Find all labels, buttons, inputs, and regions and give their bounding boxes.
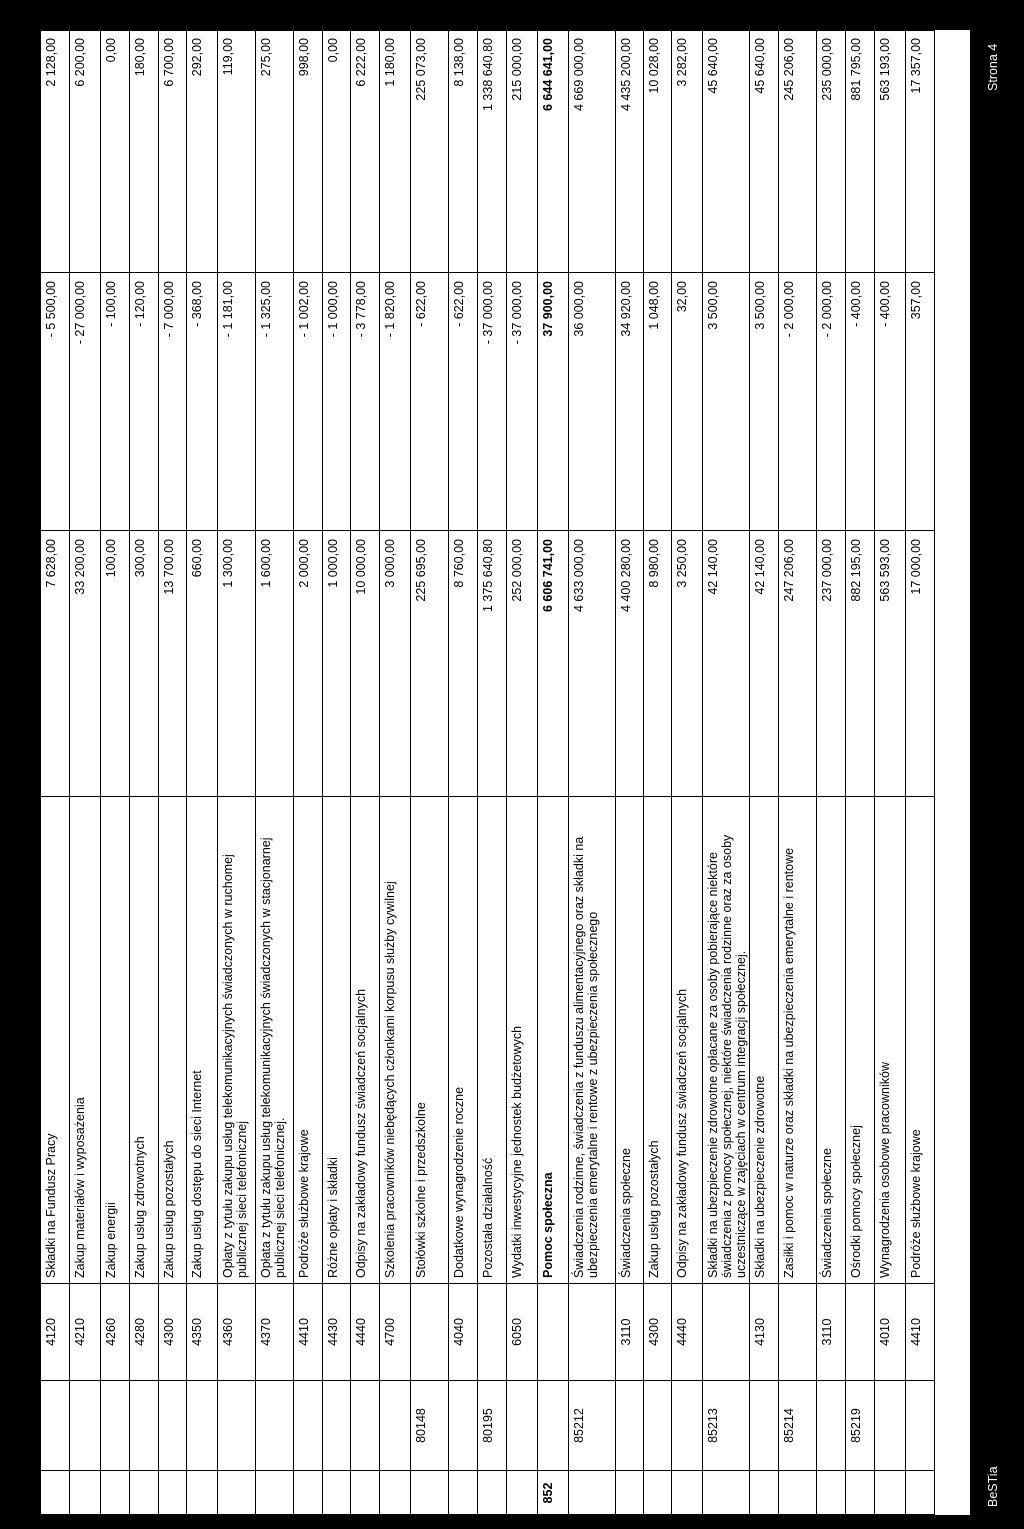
table-row (477, 30, 506, 1515)
cell-after: 6 700,00 (162, 38, 176, 87)
cell-dzial (817, 1471, 845, 1515)
cell-plan: 8 980,00 (647, 539, 661, 588)
cell-after: 563 193,00 (878, 38, 892, 101)
cell-after: 1 180,00 (383, 38, 397, 87)
table-row (158, 30, 186, 1515)
cell-par: 3110 (619, 1318, 633, 1346)
cell-par: 4350 (190, 1318, 204, 1346)
cell-after: 4 669 000,00 (572, 38, 586, 111)
cell-change: - 37 000,00 (481, 281, 495, 345)
cell-plan: 225 695,00 (414, 539, 428, 602)
cell-name: Dodatkowe wynagrodzenie roczne (452, 1086, 466, 1278)
table-row (671, 30, 702, 1515)
cell-plan: 3 250,00 (675, 539, 689, 588)
column-divider (40, 1283, 934, 1284)
cell-rozdzial (750, 1381, 778, 1471)
cell-dzial (351, 1471, 379, 1515)
cell-dzial (101, 1471, 129, 1515)
cell-name: Zakup usług dostępu do sieci Internet (190, 1070, 204, 1278)
cell-par: 4040 (452, 1318, 466, 1346)
cell-change: - 1 181,00 (221, 281, 235, 338)
cell-change: - 3 778,00 (354, 281, 368, 338)
cell-name: Świadczenia rodzinne, świadczenia z funduszu alimentacyjnego oraz składki na ubezpieczenia emerytalne i rentowe z ubezpieczenia społecznego (572, 836, 600, 1278)
table-row (506, 30, 537, 1515)
cell-rozdzial (507, 1381, 537, 1471)
cell-plan: 1 600,00 (259, 539, 273, 588)
column-divider (40, 1514, 934, 1515)
table-row (615, 30, 643, 1515)
cell-plan: 4 400 280,00 (619, 539, 633, 612)
cell-name: Zasiłki i pomoc w naturze oraz składki na ubezpieczenia emerytalne i rentowe (782, 847, 796, 1278)
cell-name: Zakup materiałów i wyposażenia (73, 1097, 87, 1278)
cell-after: 275,00 (259, 38, 273, 77)
cell-after: 292,00 (190, 38, 204, 77)
cell-plan: 1 300,00 (221, 539, 235, 588)
cell-par: 4430 (326, 1318, 340, 1346)
table-row (379, 30, 410, 1515)
table-bottom-rule (934, 30, 935, 1515)
cell-name: Składki na Fundusz Pracy (44, 1133, 58, 1278)
cell-par: 4280 (133, 1318, 147, 1346)
cell-change: - 1 002,00 (297, 281, 311, 338)
cell-change: - 400,00 (878, 281, 892, 327)
cell-plan: 8 760,00 (452, 539, 466, 588)
cell-plan: 100,00 (104, 539, 118, 578)
cell-dzial (187, 1471, 217, 1515)
table-row (816, 30, 845, 1515)
cell-name: Stołówki szkolne i przedszkolne (414, 1102, 428, 1278)
cell-dzial (380, 1471, 410, 1515)
cell-dzial (294, 1471, 322, 1515)
cell-change: - 1 820,00 (383, 281, 397, 338)
cell-rozdzial: 85212 (572, 1408, 586, 1443)
cell-plan: 13 700,00 (162, 539, 176, 595)
cell-change: 357,00 (909, 281, 923, 320)
cell-rozdzial (906, 1381, 934, 1471)
cell-par: 4210 (73, 1318, 87, 1346)
cell-change: - 622,00 (452, 281, 466, 327)
cell-change: 37 900,00 (541, 281, 555, 337)
cell-plan: 300,00 (133, 539, 147, 578)
cell-dzial: 852 (541, 1482, 555, 1504)
cell-plan: 252 000,00 (510, 539, 524, 602)
cell-rozdzial (294, 1381, 322, 1471)
cell-rozdzial (256, 1381, 293, 1471)
column-divider (40, 272, 934, 273)
cell-par: 4410 (297, 1318, 311, 1346)
column-divider (40, 530, 934, 531)
table-row (448, 30, 477, 1515)
table-row (350, 30, 379, 1515)
cell-name: Pomoc społeczna (541, 1172, 555, 1278)
cell-rozdzial: 80148 (414, 1408, 428, 1443)
cell-name: Różne opłaty i składki (326, 1157, 340, 1278)
cell-par: 4440 (675, 1318, 689, 1346)
cell-plan: 17 000,00 (909, 539, 923, 595)
cell-rozdzial: 85213 (706, 1408, 720, 1443)
cell-par: 4370 (259, 1318, 273, 1346)
cell-dzial (159, 1471, 186, 1515)
cell-rozdzial (101, 1381, 129, 1471)
cell-change: - 368,00 (190, 281, 204, 327)
cell-change: 3 500,00 (753, 281, 767, 330)
cell-plan: 882 195,00 (849, 539, 863, 602)
cell-rozdzial: 80195 (481, 1408, 495, 1443)
table-row (322, 30, 350, 1515)
cell-after: 235 000,00 (820, 38, 834, 101)
cell-plan: 3 000,00 (383, 539, 397, 588)
cell-par (478, 1284, 506, 1381)
cell-par (569, 1284, 615, 1381)
cell-plan: 33 200,00 (73, 539, 87, 595)
cell-par: 4300 (162, 1318, 176, 1346)
cell-name: Ośrodki pomocy społecznej (849, 1125, 863, 1278)
cell-rozdzial (644, 1381, 671, 1471)
cell-name: Składki na ubezpieczenie zdrowotne opłacane za osoby pobierające niektóre świadczenia z pomocy społecznej, niektóre świadczenia rodzinne oraz za osoby uczestniczące w zajęciach w centrum integracji społecznej. (706, 834, 748, 1278)
cell-name: Świadczenia społeczne (820, 1148, 834, 1278)
cell-dzial (779, 1471, 816, 1515)
column-divider (40, 796, 934, 797)
cell-plan: 42 140,00 (753, 539, 767, 595)
cell-change: - 7 000,00 (162, 281, 176, 338)
cell-rozdzial (323, 1381, 350, 1471)
table-row (293, 30, 322, 1515)
cell-par: 4120 (44, 1318, 58, 1346)
cell-rozdzial (672, 1381, 702, 1471)
cell-rozdzial (538, 1381, 568, 1471)
cell-change: 32,00 (675, 281, 689, 313)
cell-rozdzial (159, 1381, 186, 1471)
cell-par: 4260 (104, 1318, 118, 1346)
cell-change: - 2 000,00 (782, 281, 796, 338)
cell-name: Opłaty z tytułu zakupu usług telekomunikacyjnych świadczonych w ruchomej publicznej sieci telefonicznej (221, 854, 249, 1278)
cell-dzial (672, 1471, 702, 1515)
cell-rozdzial (449, 1381, 477, 1471)
table-row (217, 30, 255, 1515)
cell-name: Zakup usług pozostałych (647, 1140, 661, 1278)
cell-plan: 660,00 (190, 539, 204, 578)
cell-after: 215 000,00 (510, 38, 524, 101)
column-divider (40, 1470, 934, 1471)
cell-after: 6 222,00 (354, 38, 368, 87)
cell-dzial (70, 1471, 100, 1515)
cell-par: 4010 (878, 1318, 892, 1346)
cell-dzial (644, 1471, 671, 1515)
table-row (845, 30, 874, 1515)
cell-name: Zakup usług zdrowotnych (133, 1136, 147, 1278)
footer-brand: BeSTia (986, 1466, 1000, 1507)
cell-par (779, 1284, 816, 1381)
cell-change: 34 920,00 (619, 281, 633, 337)
cell-plan: 4 633 000,00 (572, 539, 586, 612)
cell-name: Opłata z tytułu zakupu usług telekomunikacyjnych świadczonych w stacjonarnej publicznej sieci telefonicznej. (259, 837, 287, 1278)
table-row (778, 30, 816, 1515)
budget-table (40, 30, 970, 1515)
cell-rozdzial: 85214 (782, 1408, 796, 1443)
cell-dzial (449, 1471, 477, 1515)
cell-par: 4360 (221, 1318, 235, 1346)
cell-par: 4130 (753, 1318, 767, 1346)
cell-dzial (616, 1471, 643, 1515)
cell-plan: 1 375 640,80 (481, 539, 495, 612)
cell-change: - 100,00 (104, 281, 118, 327)
table-row (749, 30, 778, 1515)
cell-after: 8 138,00 (452, 38, 466, 87)
cell-change: - 5 500,00 (44, 281, 58, 338)
cell-name: Pozostała działalność (481, 1157, 495, 1278)
cell-rozdzial (817, 1381, 845, 1471)
cell-rozdzial (41, 1381, 69, 1471)
column-divider (40, 30, 934, 31)
cell-name: Świadczenia społeczne (619, 1148, 633, 1278)
cell-par: 4300 (647, 1318, 661, 1346)
cell-plan: 2 000,00 (297, 539, 311, 588)
cell-after: 1 338 640,80 (481, 38, 495, 111)
cell-change: 36 000,00 (572, 281, 586, 337)
cell-par (703, 1284, 749, 1381)
cell-rozdzial (218, 1381, 255, 1471)
cell-name: Zakup usług pozostałych (162, 1140, 176, 1278)
cell-rozdzial (70, 1381, 100, 1471)
cell-name: Podróże służbowe krajowe (909, 1129, 923, 1278)
cell-change: - 27 000,00 (73, 281, 87, 345)
table-row (40, 30, 69, 1515)
cell-par (411, 1284, 448, 1381)
cell-change: 1 048,00 (647, 281, 661, 330)
table-row (255, 30, 293, 1515)
cell-after: 180,00 (133, 38, 147, 77)
cell-par: 4700 (383, 1318, 397, 1346)
cell-change: - 400,00 (849, 281, 863, 327)
cell-after: 4 435 200,00 (619, 38, 633, 111)
table-row (905, 30, 934, 1515)
cell-dzial (569, 1471, 615, 1515)
table-row (186, 30, 217, 1515)
cell-par: 4410 (909, 1318, 923, 1346)
cell-plan: 237 000,00 (820, 539, 834, 602)
cell-dzial (323, 1471, 350, 1515)
cell-after: 0,00 (104, 38, 118, 63)
cell-after: 2 128,00 (44, 38, 58, 87)
table-row (874, 30, 905, 1515)
cell-plan: 42 140,00 (706, 539, 720, 595)
cell-plan: 7 628,00 (44, 539, 58, 588)
table-row (537, 30, 568, 1515)
cell-rozdzial (616, 1381, 643, 1471)
table-row (643, 30, 671, 1515)
cell-dzial (906, 1471, 934, 1515)
cell-after: 10 028,00 (647, 38, 661, 94)
cell-after: 6 644 641,00 (541, 38, 555, 111)
cell-par: 3110 (820, 1318, 834, 1346)
cell-dzial (41, 1471, 69, 1515)
cell-change: - 120,00 (133, 281, 147, 327)
cell-name: Wydatki inwestycyjne jednostek budżetowych (510, 1025, 524, 1278)
cell-change: - 2 000,00 (820, 281, 834, 338)
cell-change: - 1 000,00 (326, 281, 340, 338)
cell-plan: 563 593,00 (878, 539, 892, 602)
cell-after: 245 206,00 (782, 38, 796, 101)
cell-plan: 247 206,00 (782, 539, 796, 602)
cell-dzial (411, 1471, 448, 1515)
cell-after: 881 795,00 (849, 38, 863, 101)
cell-name: Wynagrodzenia osobowe pracowników (878, 1062, 892, 1278)
cell-rozdzial (130, 1381, 158, 1471)
cell-par: 6050 (510, 1318, 524, 1346)
table-row (410, 30, 448, 1515)
cell-dzial (703, 1471, 749, 1515)
cell-par (538, 1284, 568, 1381)
table-row (100, 30, 129, 1515)
column-divider (40, 1380, 934, 1381)
cell-plan: 6 606 741,00 (541, 539, 555, 612)
cell-after: 225 073,00 (414, 38, 428, 101)
cell-dzial (478, 1471, 506, 1515)
cell-name: Szkolenia pracowników niebędących członkami korpusu służby cywilnej (383, 881, 397, 1278)
cell-rozdzial (380, 1381, 410, 1471)
cell-change: - 37 000,00 (510, 281, 524, 345)
cell-change: - 622,00 (414, 281, 428, 327)
cell-dzial (218, 1471, 255, 1515)
cell-par (846, 1284, 874, 1381)
cell-dzial (750, 1471, 778, 1515)
cell-change: - 1 325,00 (259, 281, 273, 338)
cell-plan: 10 000,00 (354, 539, 368, 595)
cell-after: 17 357,00 (909, 38, 923, 94)
cell-after: 45 640,00 (706, 38, 720, 94)
cell-name: Odpisy na zakładowy fundusz świadczeń socjalnych (675, 988, 689, 1278)
cell-name: Podróże służbowe krajowe (297, 1129, 311, 1278)
cell-rozdzial (187, 1381, 217, 1471)
cell-par: 4440 (354, 1318, 368, 1346)
cell-after: 0,00 (326, 38, 340, 63)
cell-rozdzial: 85219 (849, 1408, 863, 1443)
cell-after: 3 282,00 (675, 38, 689, 87)
cell-after: 998,00 (297, 38, 311, 77)
cell-name: Zakup energii (104, 1202, 118, 1278)
cell-dzial (130, 1471, 158, 1515)
footer-page: Strona 4 (986, 43, 1000, 91)
cell-change: 3 500,00 (706, 281, 720, 330)
cell-after: 119,00 (221, 38, 235, 76)
cell-plan: 1 000,00 (326, 539, 340, 588)
cell-dzial (256, 1471, 293, 1515)
cell-name: Odpisy na zakładowy fundusz świadczeń socjalnych (354, 988, 368, 1278)
table-row (69, 30, 100, 1515)
cell-after: 45 640,00 (753, 38, 767, 94)
cell-dzial (507, 1471, 537, 1515)
cell-name: Składki na ubezpieczenie zdrowotne (753, 1075, 767, 1278)
table-row (702, 30, 749, 1515)
table-row (568, 30, 615, 1515)
cell-dzial (846, 1471, 874, 1515)
cell-dzial (875, 1471, 905, 1515)
cell-rozdzial (351, 1381, 379, 1471)
table-row (129, 30, 158, 1515)
cell-after: 6 200,00 (73, 38, 87, 87)
cell-rozdzial (875, 1381, 905, 1471)
